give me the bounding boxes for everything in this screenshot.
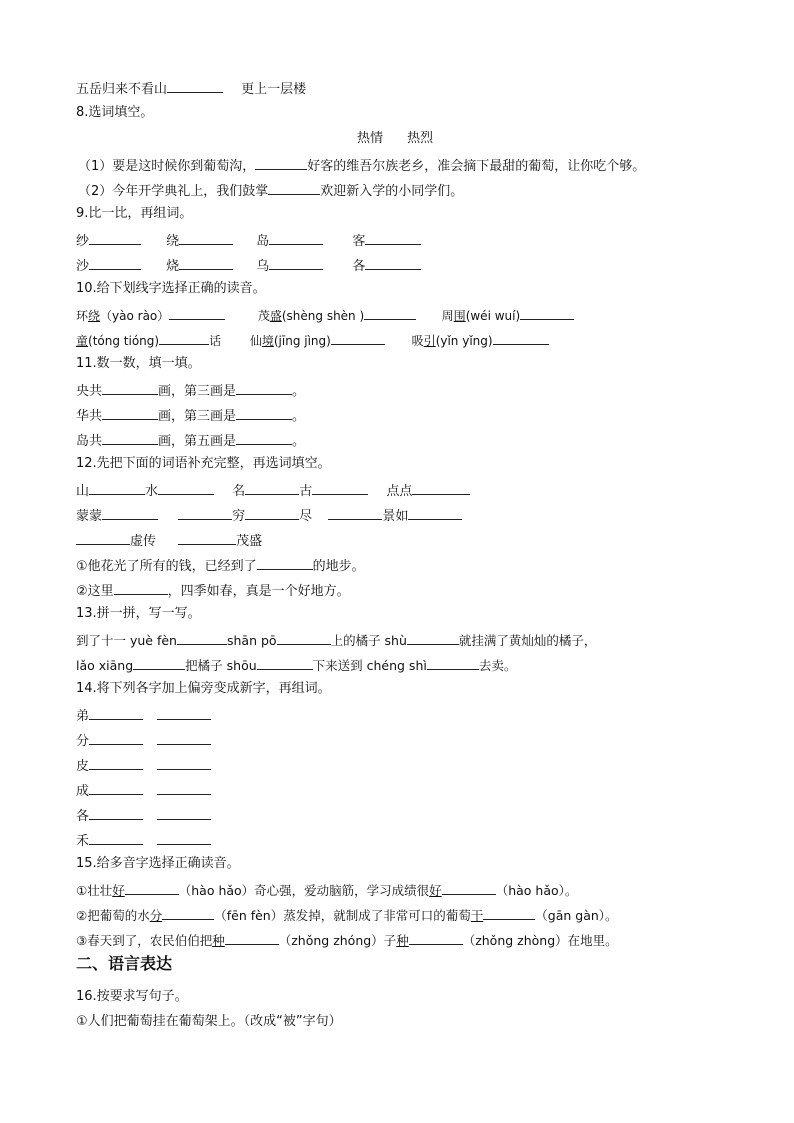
blank[interactable] (157, 705, 211, 720)
blank[interactable] (133, 655, 185, 670)
char: 成 (76, 784, 90, 799)
q13-line-2 (76, 655, 516, 675)
char: 分 (76, 734, 90, 749)
q12-sentence-1 (76, 555, 365, 576)
blank[interactable] (102, 505, 158, 520)
char: 山 (76, 484, 90, 499)
char: 乌 (256, 259, 270, 274)
pinyin-options: (tóng tióng) (88, 334, 160, 348)
blank[interactable] (255, 155, 307, 170)
underlined-char: 童 (76, 334, 89, 348)
underlined-char: 围 (453, 309, 466, 323)
char: 尽 (299, 509, 313, 524)
char: 烧 (166, 259, 180, 274)
blank[interactable] (157, 755, 211, 770)
q11-row (76, 405, 305, 426)
sentence-text: ①壮壮 (76, 883, 113, 898)
sentence-text: 欢迎新入学的小同学们。 (320, 184, 464, 199)
char: 古 (299, 484, 313, 499)
char: 各 (76, 809, 90, 824)
char: 央共 (76, 384, 103, 399)
sentence-text: ①他花光了所有的钱，已经到了 (76, 559, 257, 574)
q9-title: 9.比一比，再组词。 (76, 206, 193, 221)
char: 客 (352, 234, 366, 249)
q15-line-1 (76, 880, 577, 900)
char: 茂 (257, 309, 270, 323)
blank[interactable] (328, 505, 382, 520)
poem-text-b: 更上一层楼 (241, 82, 307, 97)
char: 茂盛 (236, 534, 263, 549)
sentence-text: 去卖。 (478, 658, 517, 673)
underlined-char: 种 (212, 933, 225, 948)
char: 虚传 (130, 534, 157, 549)
q11-title: 11.数一数，填一填。 (76, 356, 201, 371)
blank[interactable] (157, 780, 211, 795)
pinyin: lǎo xiāng (76, 658, 134, 673)
q10-title: 10.给下划线字选择正确的读音。 (76, 281, 266, 296)
pinyin-options: (shèng shèn ) (281, 309, 365, 323)
pinyin-options: (yǐn yǐng) (435, 334, 493, 348)
char: 水 (145, 484, 159, 499)
underlined-char: 好 (112, 883, 125, 898)
sentence-text: 把橘子 shōu (185, 658, 257, 673)
blank[interactable] (245, 480, 299, 495)
underlined-char: 境 (261, 334, 274, 348)
sentence-text: 好客的维吾尔族老乡，准会摘下最甜的葡萄，让你吃个够。 (307, 159, 646, 174)
blank[interactable] (89, 730, 143, 745)
char: 周 (441, 309, 454, 323)
underlined-char: 盛 (269, 309, 282, 323)
underlined-char: 好 (429, 883, 442, 898)
pinyin-options: （yào rào） (100, 309, 170, 323)
blank[interactable] (89, 780, 143, 795)
underlined-char: 引 (423, 334, 436, 348)
blank[interactable] (169, 305, 225, 320)
blank[interactable] (125, 880, 179, 895)
blank[interactable] (236, 430, 292, 445)
q14-row (76, 830, 211, 851)
char: 吸 (411, 334, 424, 348)
sentence-text: （zhǒng zhòng）在地里。 (462, 933, 618, 948)
char: 禾 (76, 834, 90, 849)
blank[interactable] (245, 505, 299, 520)
punct: 。 (292, 434, 306, 449)
section-heading: 二、语言表达 (76, 954, 173, 973)
pinyin-options: (wéi wuí) (465, 309, 521, 323)
blank[interactable] (179, 230, 233, 245)
char: 穷 (232, 509, 246, 524)
blank[interactable] (409, 930, 463, 945)
blank[interactable] (236, 380, 292, 395)
q10-row-1 (76, 305, 574, 325)
blank[interactable] (89, 480, 145, 495)
q11-row (76, 430, 305, 451)
blank[interactable] (225, 930, 279, 945)
underlined-char: 绕 (88, 309, 101, 323)
q12-title: 12.先把下面的词语补充完整，再选词填空。 (76, 456, 331, 471)
sentence-text: （1）要是这时候你到葡萄沟， (78, 159, 256, 174)
blank[interactable] (365, 255, 421, 270)
sentence-text: （fēn fèn）蒸发掉，就制成了非常可口的葡萄 (214, 908, 471, 923)
blank[interactable] (493, 330, 549, 345)
char: 沙 (76, 259, 90, 274)
sentence-text: 就挂满了黄灿灿的橘子， (458, 633, 597, 648)
underlined-char: 分 (149, 908, 163, 923)
blank[interactable] (157, 830, 211, 845)
char: 环 (76, 309, 89, 323)
sentence-text: 画，第三画是 (158, 384, 237, 399)
blank[interactable] (89, 830, 143, 845)
q10-row-2 (76, 330, 549, 350)
underlined-char: 干 (470, 908, 484, 923)
blank[interactable] (427, 655, 479, 670)
blank[interactable] (364, 305, 416, 320)
blank[interactable] (257, 655, 313, 670)
q8-sentence-1 (78, 155, 645, 176)
blank[interactable] (277, 630, 331, 645)
q11-row (76, 380, 305, 401)
blank[interactable] (159, 330, 209, 345)
blank[interactable] (89, 255, 141, 270)
sentence-text: （zhǒng zhóng）子 (278, 933, 397, 948)
sentence-text: （hào hǎo）奇心强，爱动脑筋，学习成绩很 (178, 883, 430, 898)
sentence-text: ，四季如春，真是一个好地方。 (167, 584, 350, 599)
q14-row (76, 780, 211, 801)
sentence-text: （gān gàn）。 (535, 908, 618, 923)
q15-title: 15.给多音字选择正确读音。 (76, 856, 240, 871)
blank[interactable] (114, 580, 168, 595)
blank[interactable] (76, 530, 130, 545)
option-word: 热烈 (407, 131, 434, 146)
char: 景如 (382, 509, 409, 524)
blank[interactable] (162, 905, 214, 920)
q9-row-1 (76, 230, 421, 251)
blank[interactable] (177, 630, 227, 645)
blank[interactable] (89, 230, 141, 245)
char: 名 (232, 484, 246, 499)
blank[interactable] (102, 405, 158, 420)
sentence-text: （hào hǎo）。 (495, 883, 578, 898)
char: 话 (209, 334, 222, 348)
blank[interactable] (520, 305, 574, 320)
blank[interactable] (408, 505, 462, 520)
char: 点点 (386, 484, 413, 499)
blank[interactable] (167, 78, 223, 93)
char: 弟 (76, 709, 90, 724)
char: 岛 (256, 234, 270, 249)
blank[interactable] (89, 805, 143, 820)
q14-row (76, 755, 211, 776)
blank[interactable] (89, 755, 143, 770)
punct: 。 (292, 409, 306, 424)
char: 岛共 (76, 434, 103, 449)
q13-line-1 (76, 630, 596, 650)
sentence-text: 上的橘子 shù (330, 633, 407, 648)
blank[interactable] (268, 180, 320, 195)
blank[interactable] (269, 255, 323, 270)
blank[interactable] (365, 230, 421, 245)
q8-options (357, 130, 433, 148)
pinyin-options: (jīng jìng) (273, 334, 331, 348)
char: 绕 (166, 234, 180, 249)
sentence-text: 到了十一 yuè fèn (76, 633, 177, 648)
q14-row (76, 805, 211, 826)
poem-text-a: 五岳归来不看山 (76, 82, 168, 97)
char: 蒙蒙 (76, 509, 103, 524)
blank[interactable] (157, 730, 211, 745)
sentence-text: 的地步。 (312, 559, 365, 574)
sentence-text: （2）今年开学典礼上，我们鼓掌 (78, 184, 269, 199)
poem-line (76, 78, 306, 99)
blank[interactable] (312, 480, 368, 495)
q8-sentence-2 (78, 180, 463, 201)
q14-row (76, 730, 211, 751)
sentence-text: ③春天到了，农民伯伯把 (76, 933, 213, 948)
blank[interactable] (407, 630, 459, 645)
q14-row (76, 705, 211, 726)
q16-sentence-1: ①人们把葡萄挂在葡萄架上。（改成“被”字句） (76, 1014, 342, 1029)
sentence-text: ②把葡萄的水 (76, 908, 150, 923)
sentence-text: 画，第五画是 (158, 434, 237, 449)
sentence-text: 下来送到 chéng shì (312, 658, 427, 673)
q12-row-2 (76, 505, 462, 526)
punct: 。 (292, 384, 306, 399)
blank[interactable] (442, 880, 496, 895)
blank[interactable] (412, 480, 470, 495)
blank[interactable] (178, 505, 232, 520)
q12-row-1 (76, 480, 470, 501)
blank[interactable] (269, 230, 323, 245)
blank[interactable] (331, 330, 385, 345)
blank[interactable] (102, 380, 158, 395)
pinyin: shān pō (226, 633, 277, 648)
char: 各 (352, 259, 366, 274)
blank[interactable] (157, 805, 211, 820)
q16-title: 16.按要求写句子。 (76, 989, 188, 1004)
sentence-text: ②这里 (76, 584, 114, 599)
blank[interactable] (178, 530, 236, 545)
char: 纱 (76, 234, 90, 249)
q13-title: 13.拼一拼，写一写。 (76, 606, 201, 621)
q12-row-3 (76, 530, 262, 551)
q8-title: 8.选词填空。 (76, 105, 154, 120)
blank[interactable] (102, 430, 158, 445)
q12-sentence-2 (76, 580, 350, 601)
blank[interactable] (158, 480, 214, 495)
char: 仙 (249, 334, 262, 348)
underlined-char: 种 (396, 933, 409, 948)
blank[interactable] (89, 705, 143, 720)
blank[interactable] (179, 255, 233, 270)
q9-row-2 (76, 255, 421, 276)
blank[interactable] (236, 405, 292, 420)
blank[interactable] (257, 555, 313, 570)
char: 华共 (76, 409, 103, 424)
option-word: 热情 (357, 131, 384, 146)
q15-line-3 (76, 930, 618, 950)
q15-line-2 (76, 905, 618, 925)
blank[interactable] (483, 905, 535, 920)
char: 皮 (76, 759, 90, 774)
q14-title: 14.将下列各字加上偏旁变成新字，再组词。 (76, 681, 331, 696)
sentence-text: 画，第三画是 (158, 409, 237, 424)
